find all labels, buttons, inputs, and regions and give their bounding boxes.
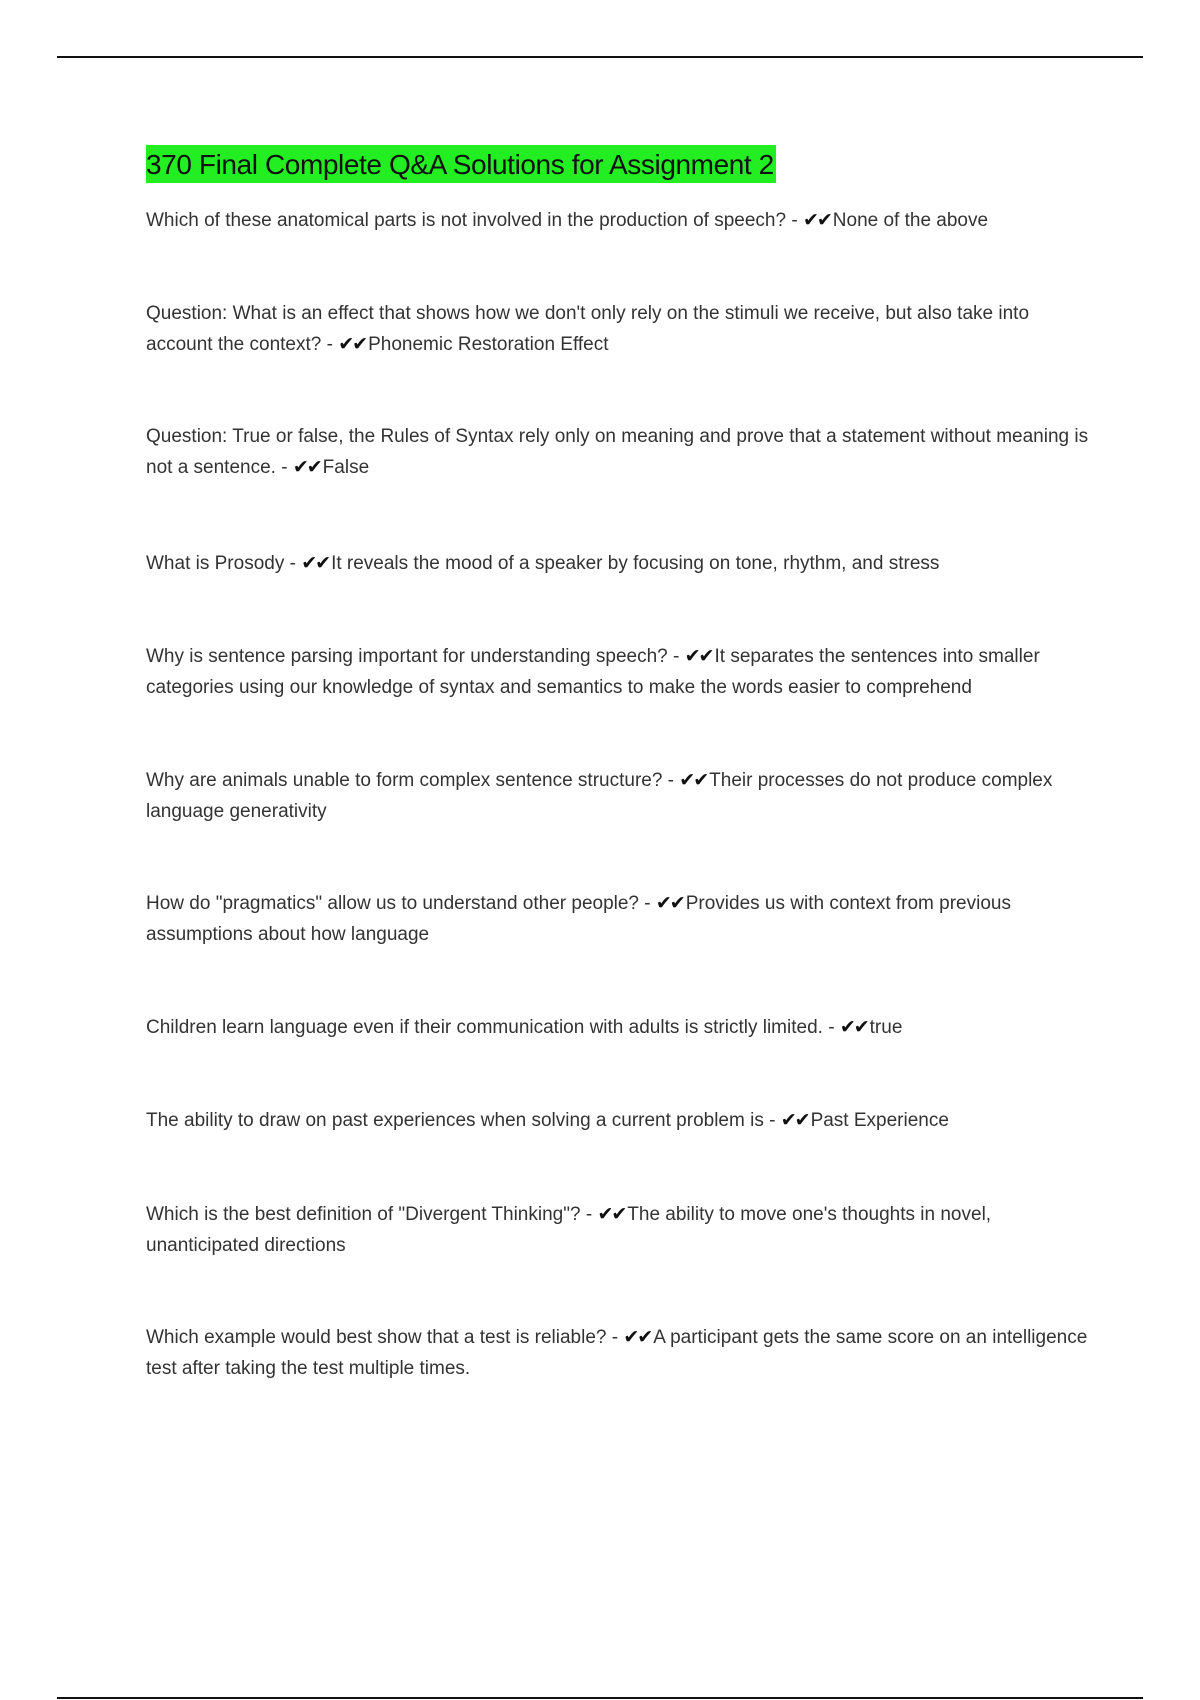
- question-text: Question: True or false, the Rules of Syntax rely only on meaning and prove that a statement without meaning is not a sentence.: [146, 426, 1089, 478]
- qa-item-1: [146, 205, 1096, 236]
- question-text: How do "pragmatics" allow us to understand other people?: [146, 893, 639, 914]
- answer-text: Phonemic Restoration Effect: [368, 334, 609, 355]
- separator: -: [667, 646, 685, 667]
- question-text: Question: What is an effect that shows how we don't only rely on the stimuli we receive, but also take into account the context?: [146, 303, 1030, 355]
- double-check-icon: ✔✔: [338, 333, 367, 355]
- question-text: The ability to draw on past experiences when solving a current problem is: [146, 1110, 764, 1131]
- qa-item-6: [146, 765, 1096, 827]
- separator: -: [321, 334, 339, 355]
- separator: -: [822, 1017, 840, 1038]
- bottom-rule: [57, 1697, 1143, 1699]
- question-text: Which example would best show that a test is reliable?: [146, 1327, 607, 1348]
- question-text: Why are animals unable to form complex sentence structure?: [146, 770, 663, 791]
- double-check-icon: ✔✔: [802, 209, 831, 231]
- answer-text: Provides us with context from previous assumptions about how language: [146, 893, 1011, 945]
- separator: -: [606, 1327, 624, 1348]
- double-check-icon: ✔✔: [780, 1109, 809, 1131]
- separator: -: [662, 770, 680, 791]
- qa-item-10: [146, 1199, 1096, 1261]
- answer-text: False: [322, 457, 370, 478]
- separator: -: [763, 1110, 781, 1131]
- qa-item-8: [146, 1012, 1096, 1043]
- document-body: [146, 145, 1096, 1384]
- double-check-icon: ✔✔: [301, 552, 330, 574]
- question-text: Which is the best definition of "Divergent Thinking"?: [146, 1204, 581, 1225]
- qa-item-11: [146, 1322, 1096, 1384]
- double-check-icon: ✔✔: [655, 892, 684, 914]
- qa-item-2: [146, 298, 1096, 360]
- answer-text: Their processes do not produce complex language generativity: [146, 770, 1053, 822]
- double-check-icon: ✔✔: [597, 1203, 626, 1225]
- qa-item-3: [146, 421, 1096, 483]
- answer-text: The ability to move one's thoughts in novel, unanticipated directions: [146, 1204, 992, 1256]
- double-check-icon: ✔✔: [292, 456, 321, 478]
- question-text: Which of these anatomical parts is not involved in the production of speech?: [146, 210, 787, 231]
- separator: -: [275, 457, 293, 478]
- separator: -: [580, 1204, 598, 1225]
- qa-item-7: [146, 888, 1096, 950]
- question-text: Children learn language even if their communication with adults is strictly limited.: [146, 1017, 823, 1038]
- separator: -: [786, 210, 803, 231]
- double-check-icon: ✔✔: [623, 1326, 652, 1348]
- separator: -: [284, 553, 302, 574]
- double-check-icon: ✔✔: [679, 769, 708, 791]
- separator: -: [639, 893, 656, 914]
- qa-item-4: [146, 548, 1096, 579]
- double-check-icon: ✔✔: [839, 1016, 868, 1038]
- answer-text: A participant gets the same score on an intelligence test after taking the test multiple times.: [146, 1327, 1088, 1379]
- top-rule: [57, 56, 1143, 58]
- answer-text: It reveals the mood of a speaker by focusing on tone, rhythm, and stress: [331, 553, 940, 574]
- qa-item-5: [146, 641, 1096, 703]
- answer-text: Past Experience: [810, 1110, 949, 1131]
- answer-text: true: [869, 1017, 903, 1038]
- answer-text: It separates the sentences into smaller categories using our knowledge of syntax and semantics to make the words easier to comprehend: [146, 646, 1040, 698]
- double-check-icon: ✔✔: [684, 645, 713, 667]
- qa-list: [146, 205, 1096, 1384]
- question-text: Why is sentence parsing important for understanding speech?: [146, 646, 668, 667]
- answer-text: None of the above: [832, 210, 989, 231]
- document-title: 370 Final Complete Q&A Solutions for Assignment 2: [146, 145, 776, 183]
- question-text: What is Prosody: [146, 553, 285, 574]
- qa-item-9: [146, 1105, 1096, 1136]
